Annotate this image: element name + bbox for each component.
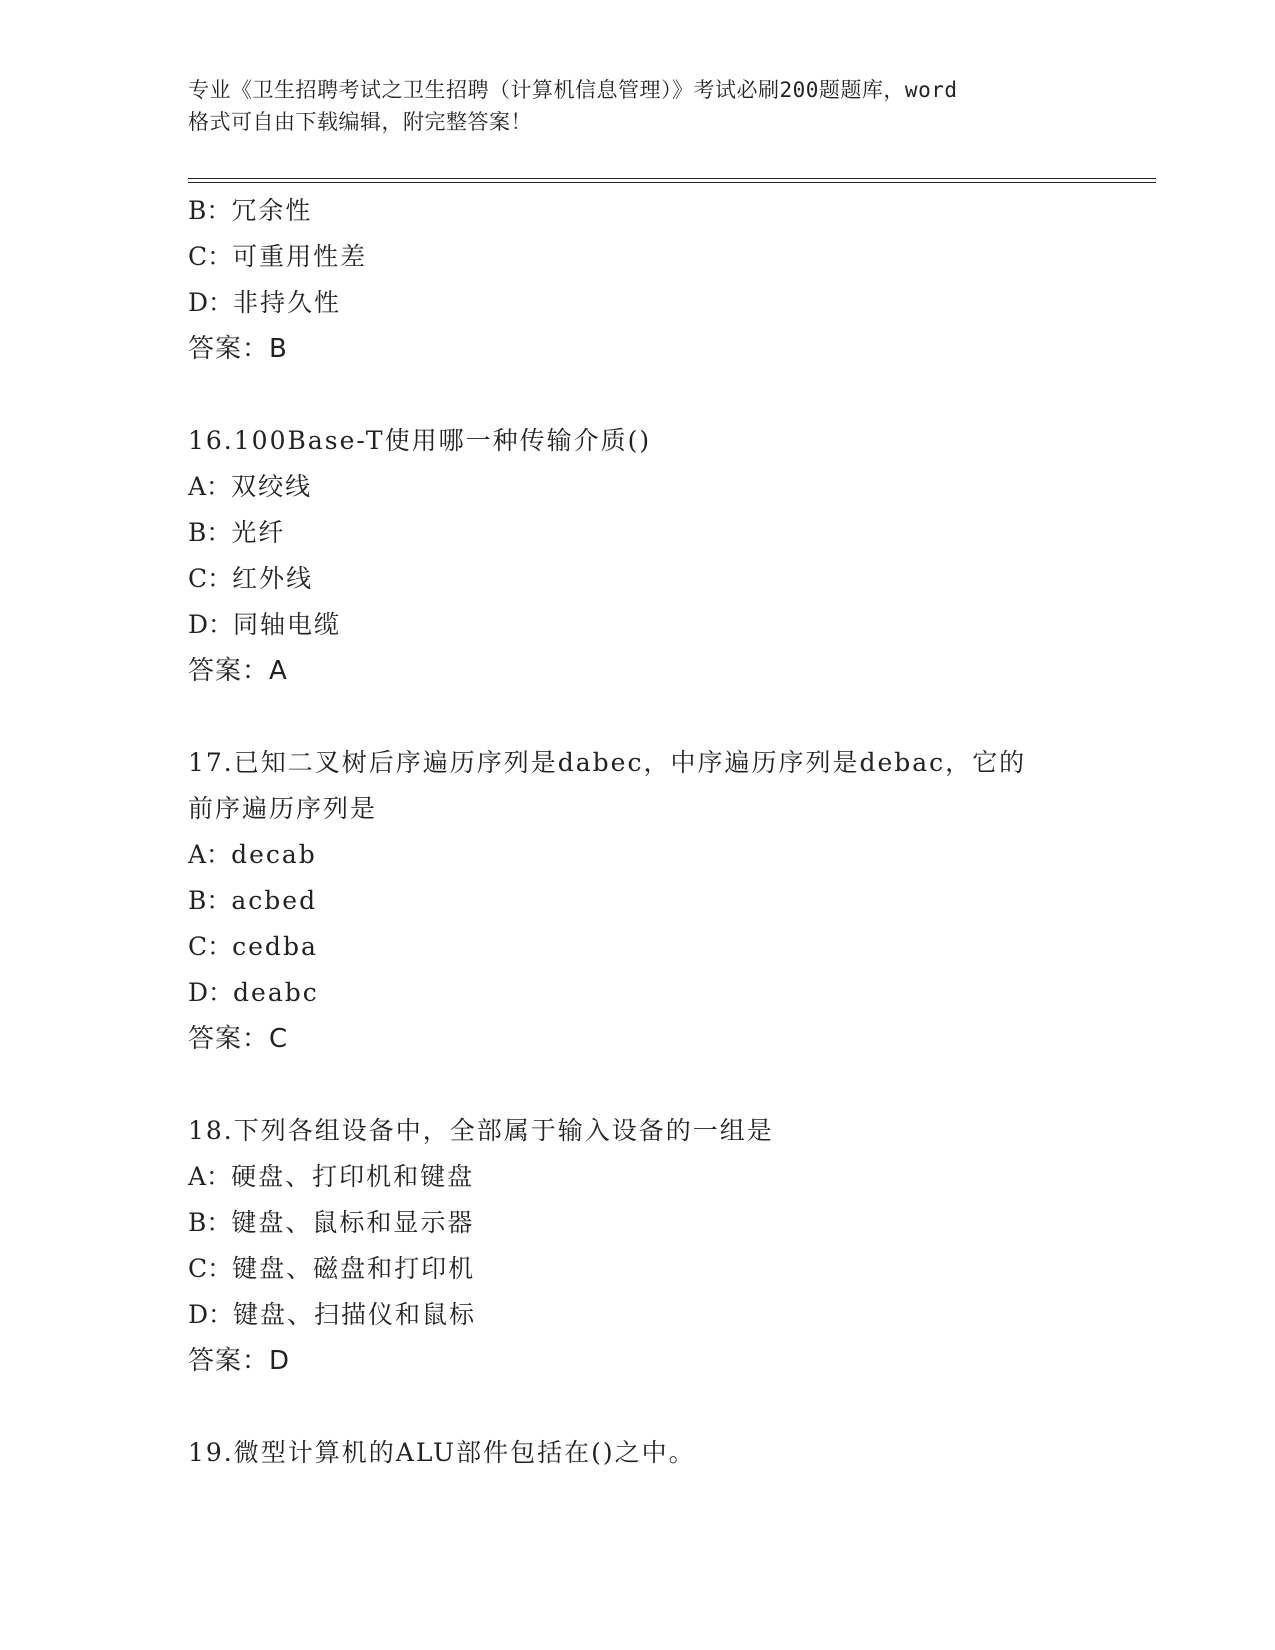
answer-line: 答案：C [188, 1024, 289, 1054]
option-c [188, 1246, 1088, 1292]
option-text: 硬盘、打印机和键盘 [231, 1162, 475, 1191]
answer-line: 答案：A [188, 656, 288, 686]
document-header [188, 74, 1088, 138]
option-letter: C： [188, 564, 233, 593]
option-text: 红外线 [232, 564, 314, 593]
header-line-2: 格式可自由下载编辑，附完整答案！ [188, 110, 532, 134]
option-letter: B： [188, 1208, 232, 1237]
question-17 [188, 740, 1088, 1062]
option-b [188, 878, 1088, 924]
option-letter: D： [188, 1300, 234, 1329]
option-text: deabc [233, 978, 319, 1007]
question-stem: 16.100Base-T使用哪一种传输介质() [188, 426, 652, 455]
option-letter: D： [188, 288, 234, 317]
option-text: 光纤 [231, 518, 286, 547]
option-letter: A： [188, 472, 232, 501]
option-text: cedba [232, 932, 318, 961]
option-text: 可重用性差 [232, 242, 368, 271]
option-text: 冗余性 [231, 196, 313, 225]
option-a [188, 1154, 1088, 1200]
question-stem-continued: 前序遍历序列是 [188, 794, 378, 823]
option-letter: B： [188, 518, 232, 547]
spacer [188, 1062, 1088, 1108]
option-b [188, 188, 1088, 234]
option-letter: A： [188, 1162, 232, 1191]
spacer [188, 372, 1088, 418]
question-stem: 17.已知二叉树后序遍历序列是dabec，中序遍历序列是debac，它的 [188, 748, 1027, 777]
option-c [188, 234, 1088, 280]
option-b [188, 510, 1088, 556]
option-text: 键盘、扫描仪和鼠标 [233, 1300, 477, 1329]
option-text: 键盘、磁盘和打印机 [232, 1254, 476, 1283]
spacer [188, 1384, 1088, 1430]
option-letter: C： [188, 1254, 233, 1283]
option-d [188, 970, 1088, 1016]
option-a [188, 464, 1088, 510]
question-16 [188, 418, 1088, 694]
option-text: 非持久性 [233, 288, 342, 317]
option-d [188, 1292, 1088, 1338]
option-d [188, 602, 1088, 648]
option-text: decab [231, 840, 317, 869]
option-letter: C： [188, 932, 233, 961]
spacer [188, 694, 1088, 740]
question-list [188, 188, 1088, 1476]
option-c [188, 556, 1088, 602]
question-18 [188, 1108, 1088, 1384]
option-letter: D： [188, 610, 234, 639]
option-text: acbed [231, 886, 318, 915]
option-letter: D： [188, 978, 234, 1007]
header-line-1: 专业《卫生招聘考试之卫生招聘（计算机信息管理）》考试必刷200题题库，word [188, 78, 958, 102]
question-stem: 18.下列各组设备中，全部属于输入设备的一组是 [188, 1116, 774, 1145]
answer-line: 答案：D [188, 1346, 291, 1376]
option-b [188, 1200, 1088, 1246]
option-letter: B： [188, 196, 232, 225]
option-letter: C： [188, 242, 233, 271]
answer-line: 答案：B [188, 334, 288, 364]
option-letter: B： [188, 886, 232, 915]
option-text: 同轴电缆 [233, 610, 342, 639]
option-text: 键盘、鼠标和显示器 [231, 1208, 475, 1237]
question-15-continued [188, 188, 1088, 372]
option-d [188, 280, 1088, 326]
header-divider [188, 178, 1156, 183]
option-a [188, 832, 1088, 878]
option-text: 双绞线 [231, 472, 313, 501]
option-letter: A： [188, 840, 232, 869]
option-c [188, 924, 1088, 970]
question-19 [188, 1430, 1088, 1476]
question-stem: 19.微型计算机的ALU部件包括在()之中。 [188, 1438, 696, 1467]
